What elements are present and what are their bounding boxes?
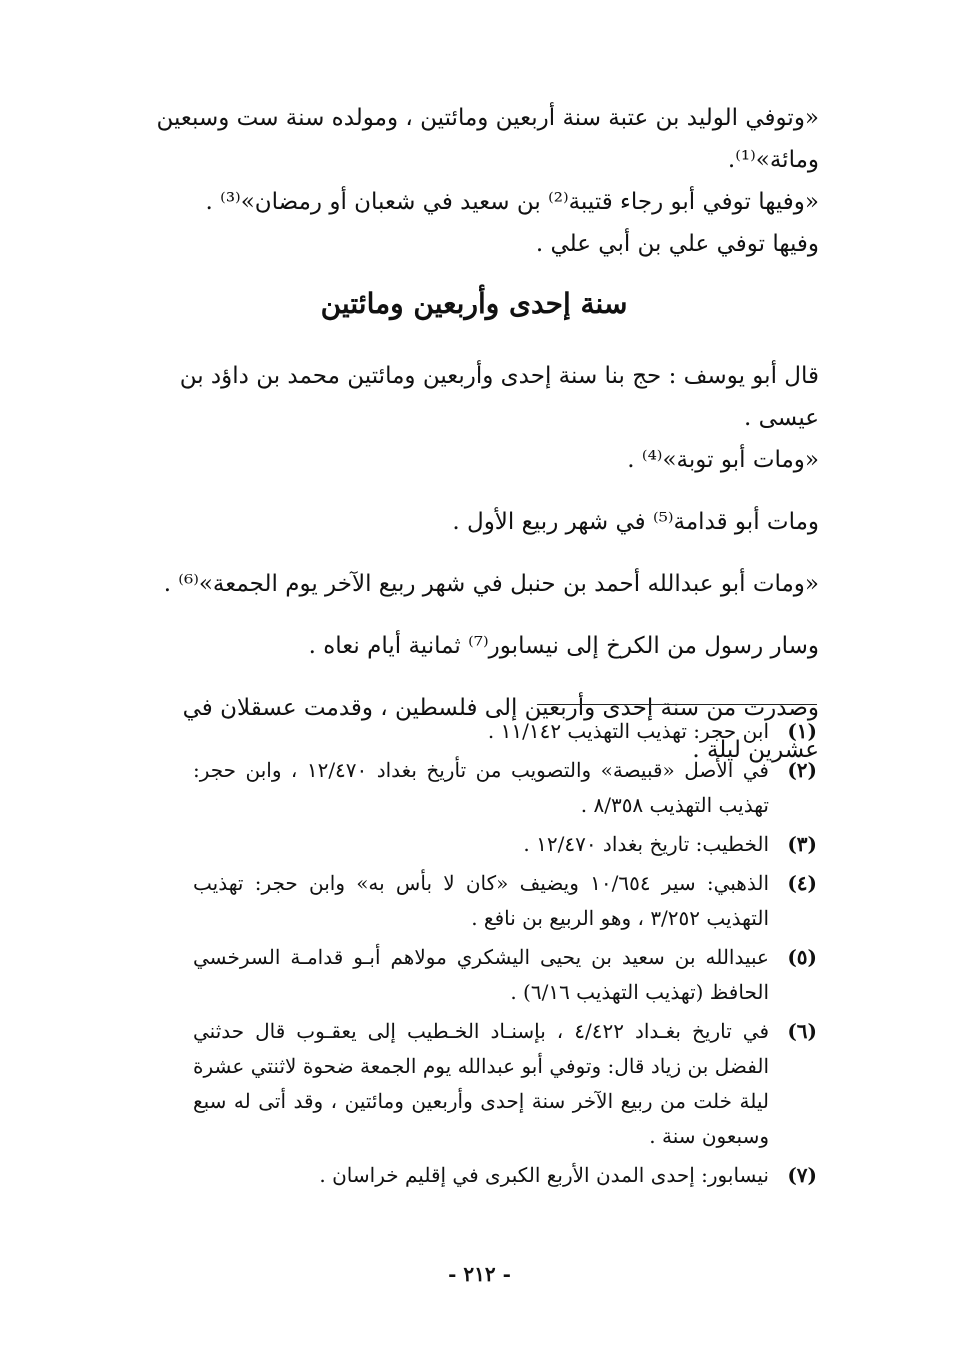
footnote-text: عبيدالله بن سعيد بن يحيى اليشكري مولاهم أبـو قدامـة السرخسي الحافظ (تهذيب التهذيب ٦/١٦) . <box>193 945 769 1004</box>
page-number: - ٢١٢ - <box>448 1262 511 1286</box>
footnote-number: (٢) <box>787 758 817 782</box>
footnote-text: نيسابور: إحدى المدن الأربع الكبرى في إقليم خراسان . <box>319 1163 769 1187</box>
footnote-item <box>193 714 817 749</box>
footnote-item <box>193 1014 817 1154</box>
main-text <box>129 97 819 771</box>
footnote-text: في تاريخ بغـداد ٤/٤٢٢ ، بإسنـاد الخـطيب إلى يعقـوب قال حدثني الفضل بن زياد قال: وتوفي أبو عبدالله يوم الجمعة ضحوة لاثنتي عشرة ليلة خلت من ربيع الآخر سنة إحدى وأربعين ومائتين ، وقد أتى له سبع وسبعون سنة . <box>193 1019 769 1148</box>
footnote-number: (٧) <box>787 1163 817 1187</box>
footnote-number: (٣) <box>787 832 817 856</box>
footnote-item <box>193 1158 817 1193</box>
body-line: «وفيها توفي أبو رجاء قتيبة⁽²⁾ بن سعيد في شعبان أو رمضان»⁽³⁾ . <box>205 189 819 215</box>
footnotes-list <box>193 714 817 1197</box>
body-paragraph: «ومات أبو توبة»⁽⁴⁾ . <box>627 447 819 473</box>
footnote-item <box>193 940 817 1010</box>
footnote-text: ابن حجر: تهذيب التهذيب ١١/١٤٢ . <box>487 719 769 743</box>
section-heading: سنة إحدى وأربعين ومائتين <box>320 287 628 320</box>
body-line: وفيها توفي علي بن أبي علي . <box>535 231 819 257</box>
body-paragraph: ومات أبو قدامة⁽⁵⁾ في شهر ربيع الأول . <box>452 509 819 535</box>
footnote-number: (٤) <box>787 871 817 895</box>
body-line: «وتوفي الوليد بن عتبة سنة أربعين ومائتين ، ومولده سنة ست وسبعين ومائة»⁽¹⁾. <box>156 105 819 173</box>
footnote-number: (٥) <box>787 945 817 969</box>
footnote-text: الخطيب: تاريخ بغداد ١٢/٤٧٠ . <box>523 832 769 856</box>
footnote-item <box>193 753 817 823</box>
body-paragraph: «ومات أبو عبدالله أحمد بن حنبل في شهر ربيع الآخر يوم الجمعة»⁽⁶⁾ . <box>163 571 819 597</box>
footnote-divider <box>537 704 817 705</box>
footnote-item <box>193 866 817 936</box>
body-paragraph: وصدرت من سنة إحدى وأربعين إلى فلسطين ، وقدمت عسقلان في عشرين ليلة . <box>182 695 819 763</box>
footnote-number: (١) <box>787 719 817 743</box>
footnote-number: (٦) <box>787 1019 817 1043</box>
footnote-item <box>193 827 817 862</box>
footnote-text: في الأصل «قبيصة» والتصويب من تأريخ بغداد ١٢/٤٧٠ ، وابن حجر: تهذيب التهذيب ٨/٣٥٨ . <box>193 758 769 817</box>
body-paragraph: وسار رسول من الكرخ إلى نيسابور⁽⁷⁾ ثمانية أيام نعاه . <box>308 633 819 659</box>
footnote-text: الذهبي: سير ١٠/٦٥٤ ويضيف «كان لا بأس به» وابن حجر: تهذيب التهذيب ٣/٢٥٢ ، وهو الربيع بن نافع . <box>193 871 769 930</box>
body-paragraph: قال أبو يوسف : حج بنا سنة إحدى وأربعين ومائتين محمد بن داؤد بن عيسى . <box>179 363 819 431</box>
